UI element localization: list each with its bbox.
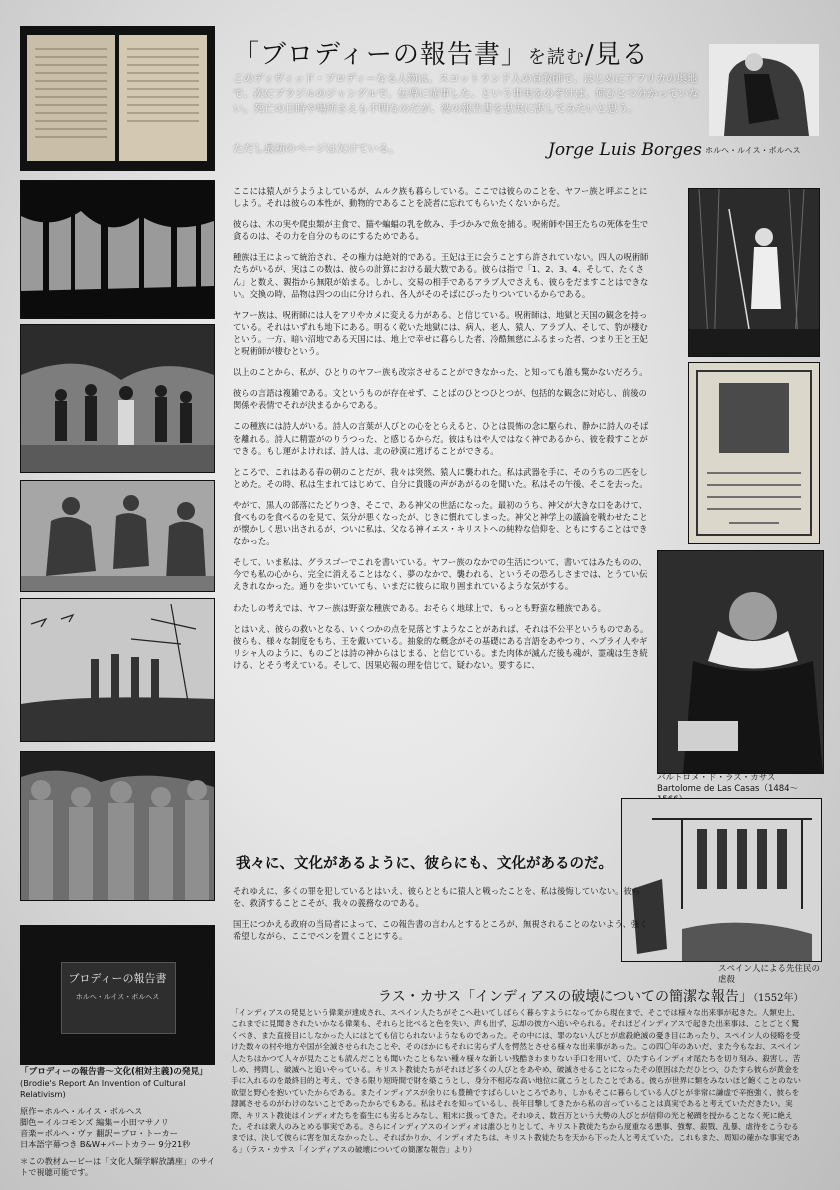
page-title <box>233 34 649 71</box>
dvd-credits-3: 音楽＝ボルヘ・ヴァ 翻訳＝ブロ・トーカー <box>20 1128 178 1138</box>
title-small: を読む <box>527 47 585 68</box>
las-casas-caption-jp: バルトロメ・ド・ラス・カサス <box>657 773 776 783</box>
paragraph: この種族には詩人がいる。詩人の言葉が人びとの心をとらえると、ひとは畏怖の念に駆られ、静かに詩人のそばを離れる。詩人に精霊がのりうつった、と感じるからだ。彼はもはや人ではなく神であるから、彼を殺すことができる。もし運がよければ、詩人は、北の砂漠に逃げることができる。 <box>233 421 649 456</box>
borges-portrait-photo <box>709 44 819 136</box>
las-casas-portrait <box>657 550 824 774</box>
paragraph: わたしの考えでは、ヤフー族は野蛮な種族である。おそらく地球上で、もっとも野蛮な種族である。 <box>233 602 606 613</box>
dvd-cover-image[interactable] <box>20 925 215 1065</box>
dvd-caption-en: (Brodie's Report An Invention of Cultural Relativism) <box>20 1078 186 1099</box>
signature-kana: ホルヘ・ルイス・ボルヘス <box>705 146 801 155</box>
young-men-photo <box>20 751 215 901</box>
section-title-text: ラス・カサス「インディアスの破壊についての簡潔な報告」 <box>378 989 754 1005</box>
paragraph: とはいえ、彼らの救いとなる、いくつかの点を見落とすようなことがあれば、それは不公平というものである。彼らも、様々な制度をもち、王を戴いている。抽象的な概念がその基礎にある言語をあやつり、ヘブライ人やギリシャ人のように、ものごとは詩の神からはじまる、と信じている。また肉体が滅んだ後も魂が、霊魂は生き続ける、とそう考えている。そして、因果応報の理を信じて、疑わない。要するに、 <box>233 623 649 670</box>
title-main: 「ブロディーの報告書」 <box>233 40 528 70</box>
paragraph: やがて、黒人の部落にたどりつき、そこで、ある神父の世話になった。最初のうち、神父が大きな口をあけて、食べものを食べるのを見て、気分が悪くなったが、じきに慣れてしまった。神父と神学上の議論を戦わせたことが懐かしく思い出されるが、ついに私は、父なる神イエス・キリストへの純粋な信仰を、ともにすることはできなかった。 <box>233 499 648 547</box>
dvd-caption <box>20 1067 220 1178</box>
jungle-trees-photo <box>20 180 215 319</box>
intro-text: このディヴィッド・ブロディーなる人物は、スコットランド人の宣教師で、はじめにアフリカの奥地で、次にブラジルのジャングルで、伝導に従事した、という事実をのぞけば、何ひとつ分かっていない。死亡の日時や場所さえも不明なのだが、彼の報告書を忠実に訳してみたいと思う。 <box>233 73 699 115</box>
paragraph: 彼らの言語は複雑である。文というものが存在せず、ことばのひとつひとつが、包括的な観念に対応し、前後の関係や表情でそれが決まるからである。 <box>233 388 647 411</box>
dvd-cover-title: ブロディーの報告書 <box>68 972 167 985</box>
signature: Jorge Luis Borges <box>548 140 702 160</box>
manuscript-photo <box>20 26 215 171</box>
dvd-cover-subtitle: ホルヘ・ルイス・ボルヘス <box>75 993 160 1001</box>
emphasis-line: 我々に、文化があるように、彼らにも、文化があるのだ。 <box>236 856 613 872</box>
paragraph: 国王につかえる政府の当局者によって、この報告書の言わんとするところが、無視されることのないよう、強く希望しながら、ここでペンを置くことにする。 <box>233 919 648 942</box>
archer-photo <box>688 188 820 357</box>
intro-note: ただし最初のページは欠けている。 <box>233 143 400 155</box>
paragraph: 以上のことから、私が、ひとりのヤフー族も改宗させることができなかった、と知っても誰も驚かないだろう。 <box>233 367 648 378</box>
paragraph: そして、いま私は、グラスゴーでこれを書いている。ヤフー族のなかでの生活について、書いてはみたものの、今でも私の心から、完全に消えることはなく、夢のなかで、襲われる、というその恐ろしさまでは、とうてい伝えきれなかった。通りを歩いていても、いまだに彼らに取り囲まれているような気がする。 <box>233 557 648 592</box>
title-end: /見る <box>584 40 649 70</box>
tribe-group-photo <box>20 324 215 473</box>
massacre-caption: スペイン人による先住民の虐殺 <box>718 964 821 985</box>
section-year: （1552年） <box>753 993 804 1004</box>
paragraph: それゆえに、多くの罪を犯しているとはいえ、彼らとともに猿人と戦ったことを、私は後悔していない。彼らを、救済することこそが、我々の義務なのである。 <box>233 886 641 909</box>
paragraph: 彼らは、木の実や爬虫類が主食で、猫や蝙蝠の乳を飲み、手づかみで魚を捕る。呪術師や国王たちの死体を生で貪るのは、その力を自分のものにするためである。 <box>233 219 649 242</box>
dvd-credits-4: 日本語字幕つき B&W+パートカラー 9分21秒 <box>20 1139 191 1149</box>
book-title-page <box>688 362 820 544</box>
paragraph: ここには猿人がうようよしているが、ムルク族も暮らしている。ここでは彼らのことを、ヤフー族と呼ぶことにしよう。それは彼らの本性が、動物的であることを読者に忘れてもらいたくないからだ。 <box>233 186 648 209</box>
paragraph: 種族は王によって統治され、その権力は絶対的である。王妃は王に会うことすら許されていない。四人の呪術師たちがいるが、実はこの数は、彼らの計算における最大数である。彼らは指で「1、2、3、4、そして、たくさん」と数え、親指から無限が始まる。しかし、交易の相手であるアラブ人でさえも、彼らをだますことはできない。交換の時、品物は四つの山に分けられ、各人がそのそばにぴったりついているからである。 <box>233 252 649 299</box>
dvd-credits-2: 脚色＝イルコモンズ 編集＝小田マサノリ <box>20 1117 169 1127</box>
report-body <box>233 185 653 680</box>
dvd-caption-title: 「ブロディーの報告書〜文化(相対主義)の発見」 <box>20 1067 208 1077</box>
paragraph: ヤフー族は、呪術師には人をアリやカメに変える力がある、と信じている。呪術師は、地獄と天国の観念を持っている。それはいずれも地下にある。明るく乾いた地獄には、病人、老人、猿人、アラブ人、そして、豹が棲むという。一方、暗い沼地である天国には、地上で幸せに暮らした者、冷酷無慈にふるまった者、つまり王と王妃と呪術師が棲むという。 <box>233 309 648 357</box>
las-casas-quote: 「インディアスの発見という偉業が達成され、スペイン人たちがそこへ赴いてしばらく暮らすようになってから現在まで、そこでは様々な出来事が起きた。人類史上、これまでに見聞きされたいかなる偉業も、それらと比べると色を失い、声も出ず、忘却の彼方へ追いやられる。それほどインディアスで起きた出来事は、ことごとく驚くべき、また直接目にしなかった人にはとても信じられないようなものであった。その中には、罪のない人びとが虐殺絶滅の憂き目にあったり、スペイン人の侵略を受けた数々の村や地方や国が全滅させられたことや、そのほかにもそれに劣らず人を愕然とさせる様々な出来事があった。この四〇年のあいだ、また今もなお、スペイン人たちはかつて人々が見たことも読んだことも聞いたこともない種々様々な新しい残酷きわまりない手口を用いて、ひたすらインディオ尾たちを切り刻み、殺害し、苦しめ、拷問し、破滅へと追いやっている。キリスト教徒たちがそれほど多くの人びとをあやめ、破滅させることになったその原因はただひとつ、ひたすら彼らが黄金を手に入れるのを最終目的と考え、できる限り短時間で財を築こうとし、身分不相応な高い地位に就こうとしたことである。彼らが世界に類をみないほど飽くことのない欲望と野心を抱いていたからである。またインディアスが余りにも豊饒ですばらしいところであり、しかもそこに暮らしている人びとが非常に謙虚で辛抱強く、彼らを隷属させるのがわけのないことであったからでもある。私はそれを知っているし、長年目撃してきたから私の言っていることは真実であると考えていただきたい。実際、キリスト教徒はインディオたちを畜生にも劣るとみなし、粗末に扱ってきた。それゆえ、数百万という大勢の人びとが信仰の光と秘蹟を授かることなく死に絶えた。それは衆人のみとめる事実である。さらにインディアスのインディオは誰ひとりとして、キリスト教徒たちから度重なる悪事、強奪、殺戮、乱暴、虐待をこうむるまでは、決して彼らに害を加えなかったし、そればかりか、インディオたちは、キリスト教徒たちを天から下った人と考えていた。これもまた、周知の確かな事実である」（ラス・カサス「インディアスの破壊についての簡潔な報告」より） <box>231 1008 801 1154</box>
ship-landing-engraving <box>20 598 215 742</box>
report-body-closing <box>233 885 653 951</box>
paragraph: ところで、これはある春の朝のことだが、我々は突然、猿人に襲われた。私は武器を手に、そのうちの二匹をしとめた。その時、私は生まれてはじめて、自分に貴賤の声があがるのを聞いた。私はその午後、そこを去った。 <box>233 466 648 489</box>
las-casas-caption-en: Bartolome de Las Casas（1484〜 <box>657 784 799 794</box>
dvd-credits-1: 原作＝ホルヘ・ルイス・ボルヘス <box>20 1106 143 1116</box>
dvd-footnote: ＊この教材ムービーは「文化人類学解放講座」のサイトで視聴可能です。 <box>20 1156 216 1177</box>
section-title <box>378 986 804 1006</box>
natives-sitting-photo <box>20 480 215 592</box>
